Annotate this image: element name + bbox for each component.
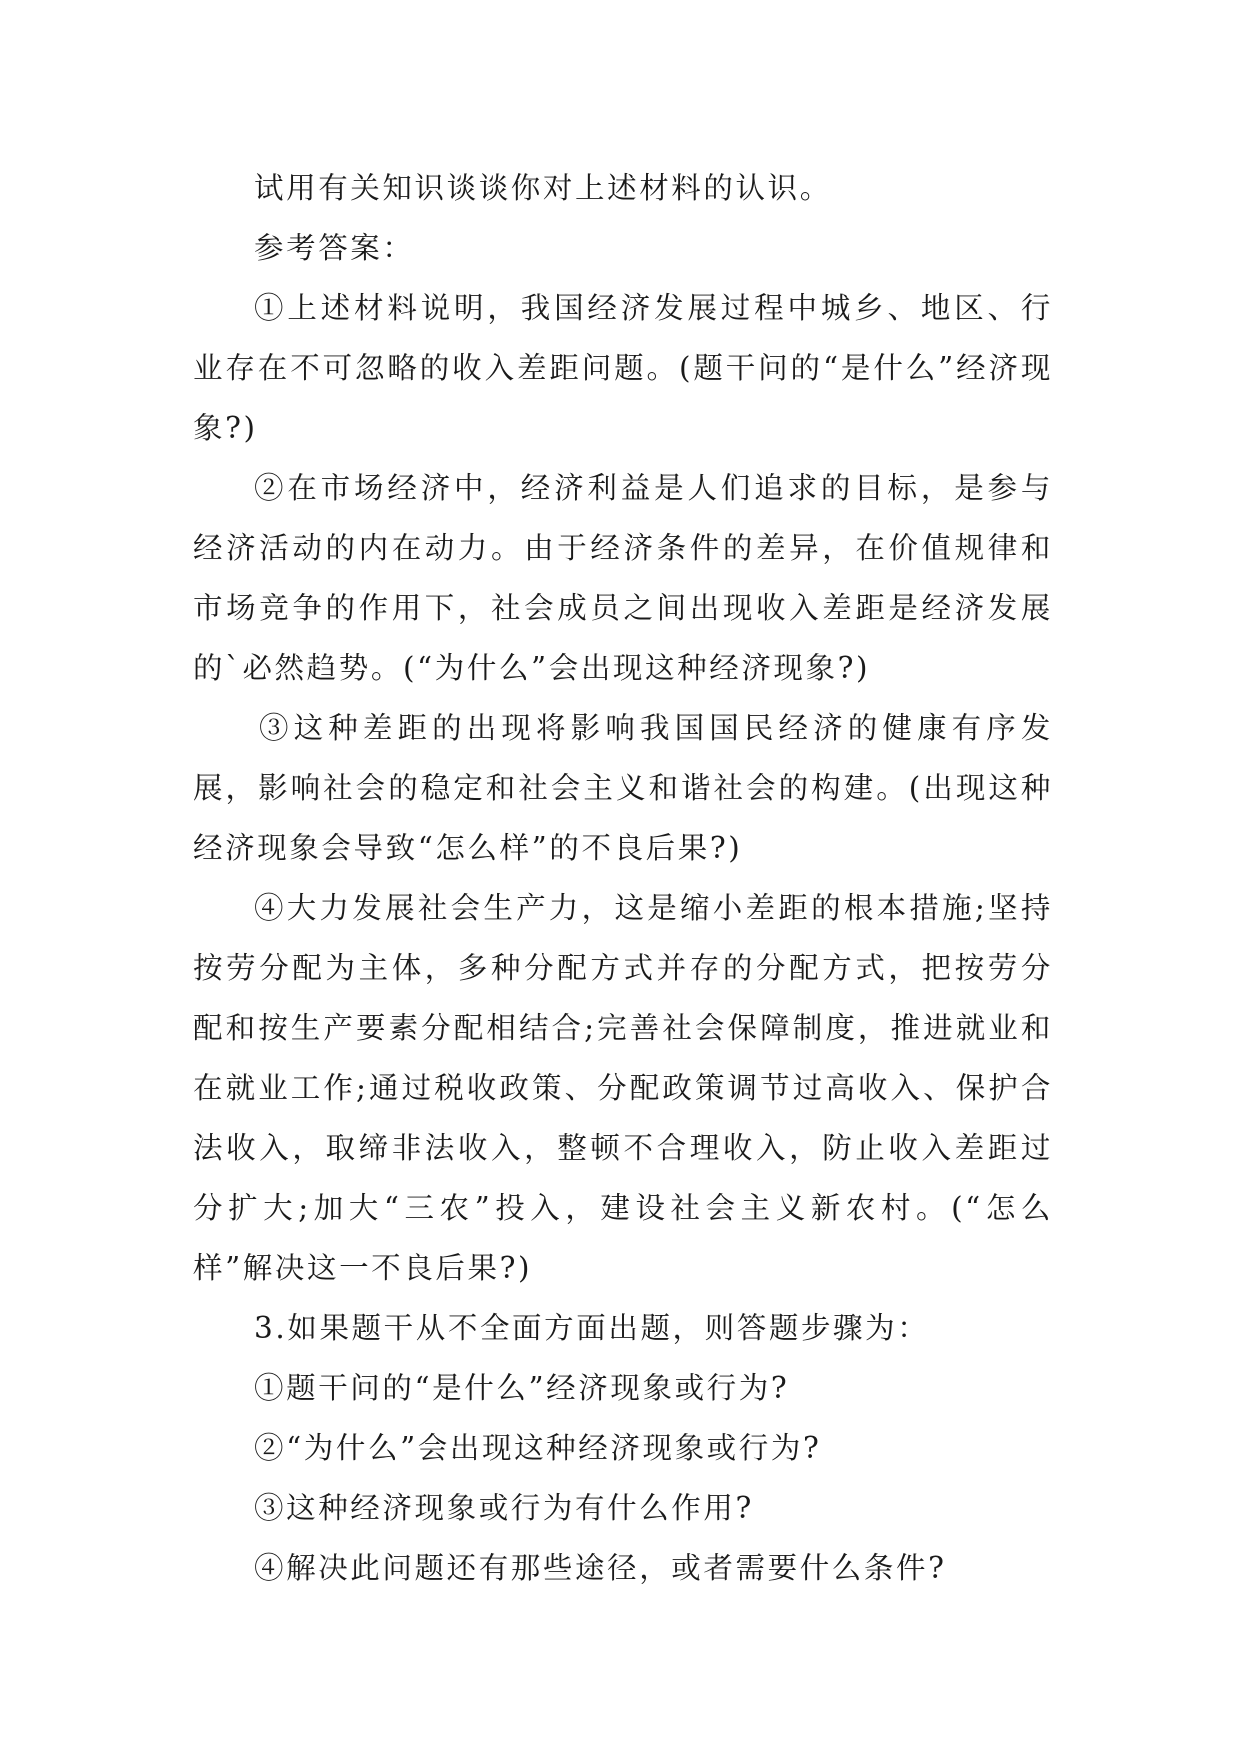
step-1: ①题干问的“是什么”经济现象或行为? (254, 1371, 790, 1405)
answer-point-4: ④大力发展社会生产力，这是缩小差距的根本措施;坚持按劳分配为主体，多种分配方式并存的分配方式，把按劳分配和按生产要素分配相结合;完善社会保障制度，推进就业和在就业工作;通过税收政策、分配政策调节过高收入、保护合法收入，取缔非法收入，整顿不合理收入，防止收入差距过分扩大;加大“三农”投入，建设社会主义新农村。(“怎么样”解决这一不良后果?) (193, 891, 1053, 1285)
answer-point-3: ③这种差距的出现将影响我国国民经济的健康有序发展，影响社会的稳定和社会主义和谐社会的构建。(出现这种经济现象会导致“怎么样”的不良后果?) (193, 711, 1053, 865)
step-4: ④解决此问题还有那些途径，或者需要什么条件? (254, 1551, 947, 1585)
step-2: ②“为什么”会出现这种经济现象或行为? (254, 1431, 822, 1465)
answer-point-1: ①上述材料说明，我国经济发展过程中城乡、地区、行业存在不可忽略的收入差距问题。(题干问的“是什么”经济现象?) (193, 291, 1053, 445)
question-prompt: 试用有关知识谈谈你对上述材料的认识。 (254, 171, 832, 205)
answer-point-2: ②在市场经济中，经济利益是人们追求的目标，是参与经济活动的内在动力。由于经济条件的差异，在价值规律和市场竞争的作用下，社会成员之间出现收入差距是经济发展的`必然趋势。(“为什么”会出现这种经济现象?) (193, 471, 1053, 685)
answer-heading: 参考答案： (254, 231, 415, 265)
step-heading: 3.如果题干从不全面方面出题，则答题步骤为： (254, 1311, 930, 1345)
step-3: ③这种经济现象或行为有什么作用? (254, 1491, 754, 1525)
document-body (193, 158, 1053, 1598)
